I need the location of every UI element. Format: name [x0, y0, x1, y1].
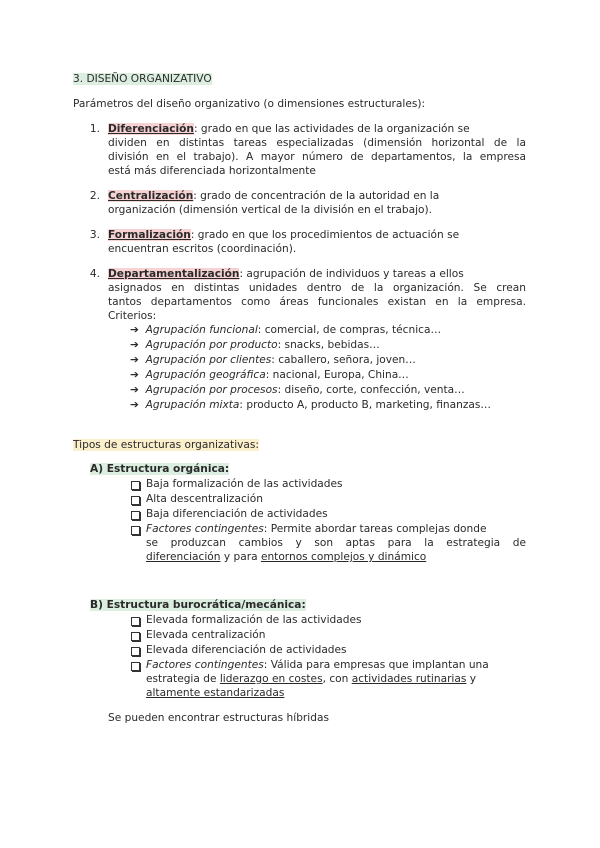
param-1-line-1: [108, 122, 526, 136]
arrow-right-icon: ➔: [130, 339, 139, 351]
factors-underlined: diferenciación: [146, 551, 221, 563]
structure-title-text: B) Estructura burocrática/mecánica:: [90, 599, 306, 611]
structure-item: Baja formalización de las actividades: [146, 478, 343, 490]
param-line: organización (dimensión vertical de la división en el trabajo).: [108, 204, 433, 216]
hybrid-note: Se pueden encontrar estructuras híbridas: [108, 712, 329, 724]
structure-a-title: [90, 462, 229, 476]
param-number: 2.: [89, 190, 100, 202]
structure-item: Elevada diferenciación de actividades: [146, 644, 347, 656]
criteria-label: Agrupación por procesos: [145, 384, 278, 396]
param-line: tantos departamentos como áreas funcionales existan en la empresa.: [108, 296, 526, 308]
factors-text: : Permite abordar tareas complejas donde: [263, 523, 487, 535]
param-line: división en el trabajo). A mayor número de departamentos, la empresa: [108, 151, 526, 163]
param-line: está más diferenciada horizontalmente: [108, 165, 316, 177]
param-term: Formalización: [108, 229, 191, 241]
types-title: [73, 438, 259, 452]
checkbox-icon: [131, 496, 140, 505]
structure-item: Baja diferenciación de actividades: [146, 508, 328, 520]
param-number: 1.: [89, 123, 100, 135]
param-3-line-1: [108, 228, 526, 242]
criteria-label: Agrupación funcional: [145, 324, 258, 336]
param-line: : grado en que las actividades de la organización se: [193, 123, 470, 135]
criteria-item: [130, 368, 409, 382]
criteria-item: [130, 353, 416, 367]
criteria-label: Agrupación por clientes: [145, 354, 272, 366]
structure-factors-line-3: [146, 550, 426, 564]
checkbox-icon: [131, 511, 140, 520]
factors-underlined: entornos complejos y dinámico: [260, 551, 427, 563]
param-line: : grado en que los procedimientos de actuación se: [190, 229, 460, 241]
factors-text: : Válida para empresas que implantan una: [263, 659, 489, 671]
structure-factors-line-2: [146, 672, 476, 686]
criteria-item: [130, 383, 465, 397]
param-2-line-1: [108, 189, 526, 203]
param-line: dividen en distintas tareas especializadas (dimensión horizontal de la: [108, 137, 526, 149]
structure-b-title: [90, 598, 306, 612]
criteria-item: [130, 398, 491, 412]
param-term: Centralización: [108, 190, 194, 202]
param-line: : agrupación de individuos y tareas a ellos: [239, 268, 464, 280]
arrow-right-icon: ➔: [130, 324, 139, 336]
factors-text: y: [466, 673, 477, 685]
criteria-label: Agrupación por producto: [145, 339, 278, 351]
structure-title-text: A) Estructura orgánica:: [90, 463, 230, 475]
factors-text: , con: [322, 673, 352, 685]
param-line: : grado de concentración de la autoridad en la: [193, 190, 440, 202]
structure-item: Elevada formalización de las actividades: [146, 614, 362, 626]
criteria-rest: : caballero, señora, joven…: [271, 354, 416, 366]
intro-text: Parámetros del diseño organizativo (o dimensiones estructurales):: [73, 98, 426, 110]
factors-underlined: altamente estandarizadas: [146, 687, 285, 699]
factors-underlined: liderazgo en costes: [219, 673, 323, 685]
factors-label: Factores contingentes: [146, 659, 264, 671]
factors-text: y para: [220, 551, 261, 563]
factors-text: estrategia de: [146, 673, 220, 685]
factors-text: se produzcan cambios y son aptas para la estrategia de: [146, 537, 526, 549]
param-line: encuentran escritos (coordinación).: [108, 243, 297, 255]
structure-item: Alta descentralización: [146, 493, 263, 505]
param-line: Criterios:: [108, 310, 157, 322]
arrow-right-icon: ➔: [130, 354, 139, 366]
types-title-text: Tipos de estructuras organizativas:: [73, 439, 260, 451]
criteria-label: Agrupación geográfica: [145, 369, 266, 381]
arrow-right-icon: ➔: [130, 399, 139, 411]
arrow-right-icon: ➔: [130, 384, 139, 396]
criteria-rest: : diseño, corte, confección, venta…: [277, 384, 465, 396]
criteria-item: [130, 323, 441, 337]
checkbox-icon: [131, 617, 140, 626]
structure-factors-line-1: [146, 658, 489, 672]
criteria-rest: : comercial, de compras, técnica…: [257, 324, 442, 336]
factors-label: Factores contingentes: [146, 523, 264, 535]
structure-factors-line-3: [146, 686, 284, 700]
param-number: 4.: [89, 268, 100, 280]
criteria-rest: : nacional, Europa, China…: [265, 369, 409, 381]
structure-factors-line-1: [146, 522, 487, 536]
criteria-item: [130, 338, 380, 352]
criteria-rest: : snacks, bebidas…: [277, 339, 380, 351]
section-title: [73, 72, 212, 86]
criteria-label: Agrupación mixta: [145, 399, 240, 411]
checkbox-icon: [131, 526, 140, 535]
param-line: asignados en distintas unidades dentro de la organización. Se crean: [108, 282, 526, 294]
param-term: Diferenciación: [108, 123, 194, 135]
checkbox-icon: [131, 481, 140, 490]
structure-item: Elevada centralización: [146, 629, 266, 641]
criteria-rest: : producto A, producto B, marketing, finanzas…: [239, 399, 492, 411]
section-title-text: 3. DISEÑO ORGANIZATIVO: [73, 73, 212, 85]
checkbox-icon: [131, 662, 140, 671]
arrow-right-icon: ➔: [130, 369, 139, 381]
factors-underlined: actividades rutinarias: [351, 673, 467, 685]
param-term: Departamentalización: [108, 268, 240, 280]
checkbox-icon: [131, 647, 140, 656]
checkbox-icon: [131, 632, 140, 641]
param-4-line-1: [108, 267, 526, 281]
param-number: 3.: [89, 229, 100, 241]
